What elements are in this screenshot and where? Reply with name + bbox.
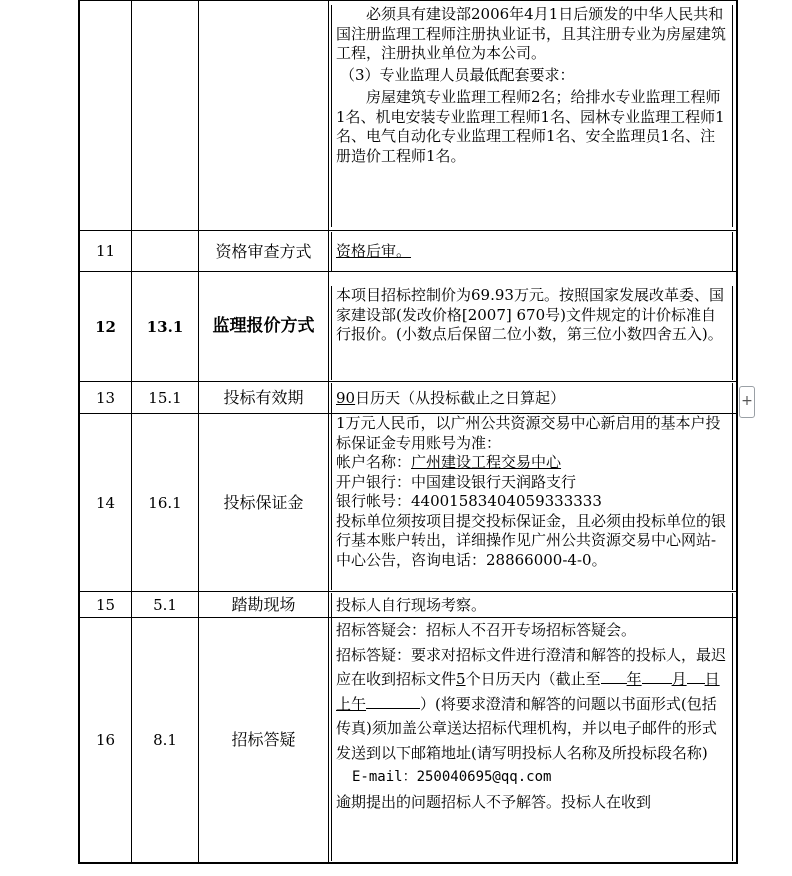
late-questions-text: 逾期提出的问题招标人不予解答。投标人在收到 [336, 792, 652, 811]
cell-clause: 13.1 [132, 272, 199, 382]
cell-item: 投标保证金 [199, 414, 329, 592]
cell-clause [132, 1, 199, 231]
cell-num: 12 [79, 272, 132, 382]
cell-clause [132, 231, 199, 272]
table-row-11 [79, 231, 737, 272]
cell-clause: 5.1 [132, 592, 199, 618]
cell-content [329, 272, 738, 382]
text-para: （3）专业监理人员最低配套要求： [340, 65, 575, 84]
account-name: 帐户名称：广州建设工程交易中心 [336, 453, 562, 471]
bid-data-table [78, 0, 738, 864]
cell-item: 招标答疑 [199, 618, 329, 863]
validity-text: 日历天（从投标截止之日算起） [355, 388, 566, 407]
cell-clause: 15.1 [132, 382, 199, 414]
bidding-table-page [78, 0, 738, 864]
cell-clause: 8.1 [132, 618, 199, 863]
cell-num: 16 [79, 618, 132, 863]
validity-days: 90 [336, 388, 356, 407]
cell-item: 资格审查方式 [199, 231, 329, 272]
table-row-16 [79, 618, 737, 863]
cell-num: 13 [79, 382, 132, 414]
bank-name: 开户银行：中国建设银行天润路支行 [336, 472, 577, 491]
cell-content [329, 382, 738, 414]
cell-item: 投标有效期 [199, 382, 329, 414]
guarantee-amount: 1万元人民币，以广州公共资源交易中心新启用的基本户投标保证金专用账号为准： [336, 414, 721, 452]
expand-plus-button[interactable]: + [739, 386, 755, 418]
table-row-13 [79, 382, 737, 414]
cell-num: 14 [79, 414, 132, 592]
cell-item: 监理报价方式 [199, 272, 329, 382]
table-row-14 [79, 414, 737, 592]
cell-content [329, 618, 738, 863]
table-row-15 [79, 592, 737, 618]
email-address: E-mail：250040695@qq.com [352, 769, 552, 785]
cell-content [329, 231, 738, 272]
cell-content [329, 414, 738, 592]
qa-meeting-text: 招标答疑会：招标人不召开专场招标答疑会。 [336, 621, 637, 639]
cell-num: 11 [79, 231, 132, 272]
cell-num: 15 [79, 592, 132, 618]
cell-item [199, 1, 329, 231]
guarantee-notice: 投标单位须按项目提交投标保证金，且必须由投标单位的银行基本账户转出，详细操作见广州公共资源交易中心网站-中心公告，咨询电话：28866000-4-0。 [336, 511, 727, 569]
text-para: 房屋建筑专业监理工程师2名；给排水专业监理工程师1名、机电安装专业监理工程师1名、园林专业监理工程师1名、电气自动化专业监理工程师1名、安全监理员1名、注册造价工程师1名。 [336, 88, 725, 165]
cell-content [329, 592, 738, 618]
cell-clause: 16.1 [132, 414, 199, 592]
cell-num [79, 1, 132, 231]
table-row-10-continued [79, 1, 737, 231]
cell-content [329, 1, 738, 231]
qa-rules-text: 招标答疑：要求对招标文件进行澄清和解答的投标人，最迟应在收到招标文件5个日历天内（截止至 年 月 日上午 ）(将要求澄清和解答的问题以书面形式(包括传真)须加盖公章送达招标代理机构，并以电子邮件的形式发送到以下邮箱地址(请写明投标人名称及所投标段名称) [336, 645, 727, 762]
cell-item: 踏勘现场 [199, 592, 329, 618]
content-text: 资格后审。 [336, 241, 412, 260]
content-text: 投标人自行现场考察。 [331, 593, 733, 617]
bank-account: 银行帐号：44001583404059333333 [336, 492, 602, 510]
table-row-12 [79, 272, 737, 382]
text-para: 必须具有建设部2006年4月1日后颁发的中华人民共和国注册监理工程师注册执业证书，且其注册专业为房屋建筑工程，注册执业单位为本公司。 [336, 5, 727, 62]
content-text: 本项目招标控制价为69.93万元。按照国家发展改革委、国家建设部(发改价格[2007] 670号)文件规定的计价标准自行报价。(小数点后保留二位小数，第三位小数四舍五入)。 [336, 286, 724, 343]
